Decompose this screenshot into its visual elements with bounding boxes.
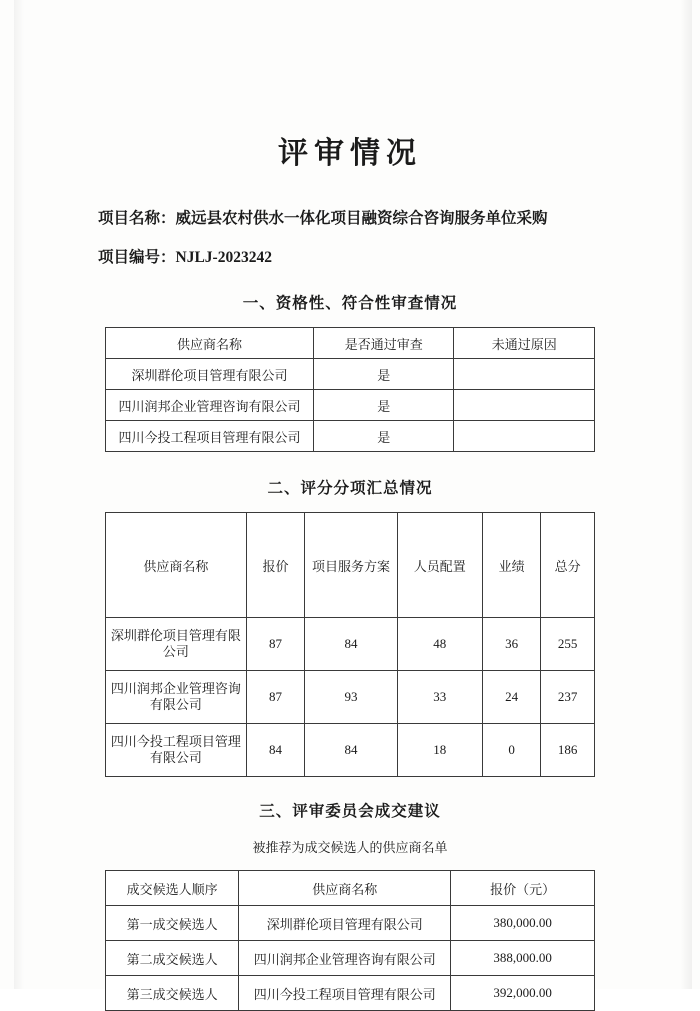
column-header-performance: 业绩: [482, 513, 540, 618]
project-code-label: 项目编号：: [98, 249, 176, 266]
cell-performance: 0: [482, 724, 540, 777]
cell-price: 87: [246, 671, 304, 724]
column-header-supplier: 供应商名称: [106, 513, 247, 618]
cell-supplier: 深圳群伦项目管理有限公司: [239, 906, 451, 941]
cell-supplier: 四川今投工程项目管理有限公司: [106, 724, 247, 777]
column-header-staff: 人员配置: [397, 513, 482, 618]
cell-supplier: 四川今投工程项目管理有限公司: [239, 976, 451, 1011]
cell-reason: [454, 390, 595, 421]
cell-supplier: 深圳群伦项目管理有限公司: [106, 359, 314, 390]
cell-rank: 第三成交候选人: [106, 976, 239, 1011]
project-code-value: NJLJ-2023242: [175, 249, 272, 266]
table-header-row: [106, 513, 595, 618]
award-candidates-table: [105, 870, 595, 1011]
cell-supplier: 四川润邦企业管理咨询有限公司: [106, 671, 247, 724]
cell-plan: 84: [305, 724, 397, 777]
table-row: [106, 618, 595, 671]
scan-edge-left: [14, 0, 24, 989]
cell-passed: 是: [314, 359, 454, 390]
qualification-table: [105, 327, 595, 452]
cell-total: 186: [541, 724, 595, 777]
cell-staff: 18: [397, 724, 482, 777]
cell-staff: 33: [397, 671, 482, 724]
table-header-row: [106, 871, 595, 906]
table-row: [106, 421, 595, 452]
cell-rank: 第一成交候选人: [106, 906, 239, 941]
table-row: [106, 976, 595, 1011]
cell-reason: [454, 421, 595, 452]
cell-total: 255: [541, 618, 595, 671]
page-title: 评审情况: [278, 136, 422, 171]
section-2-heading: 二、评分分项汇总情况: [267, 480, 433, 497]
project-name-line: [40, 172, 660, 228]
cell-performance: 36: [482, 618, 540, 671]
cell-price: 380,000.00: [451, 906, 595, 941]
score-summary-table: [105, 512, 595, 777]
cell-reason: [454, 359, 595, 390]
project-code-line: [40, 228, 660, 267]
cell-supplier: 深圳群伦项目管理有限公司: [106, 618, 247, 671]
column-header-supplier: 供应商名称: [106, 328, 314, 359]
cell-price: 87: [246, 618, 304, 671]
table-row: [106, 390, 595, 421]
cell-rank: 第二成交候选人: [106, 941, 239, 976]
scan-edge-right: [680, 0, 692, 989]
project-name-value: 威远县农村供水一体化项目融资综合咨询服务单位采购: [175, 210, 548, 227]
table-row: [106, 941, 595, 976]
column-header-reason: 未通过原因: [454, 328, 595, 359]
column-header-rank: 成交候选人顺序: [106, 871, 239, 906]
section-1-heading: 一、资格性、符合性审查情况: [242, 295, 458, 312]
table-row: [106, 724, 595, 777]
cell-plan: 93: [305, 671, 397, 724]
cell-staff: 48: [397, 618, 482, 671]
column-header-plan: 项目服务方案: [305, 513, 397, 618]
award-note: 被推荐为成交候选人的供应商名单: [252, 840, 448, 855]
table-row: [106, 671, 595, 724]
cell-supplier: 四川今投工程项目管理有限公司: [106, 421, 314, 452]
cell-total: 237: [541, 671, 595, 724]
column-header-passed: 是否通过审查: [314, 328, 454, 359]
cell-price: 388,000.00: [451, 941, 595, 976]
cell-price: 84: [246, 724, 304, 777]
table-row: [106, 906, 595, 941]
cell-performance: 24: [482, 671, 540, 724]
column-header-supplier: 供应商名称: [239, 871, 451, 906]
section-3-heading: 三、评审委员会成交建议: [259, 803, 441, 820]
table-header-row: [106, 328, 595, 359]
cell-supplier: 四川润邦企业管理咨询有限公司: [239, 941, 451, 976]
cell-plan: 84: [305, 618, 397, 671]
table-row: [106, 359, 595, 390]
cell-passed: 是: [314, 390, 454, 421]
cell-supplier: 四川润邦企业管理咨询有限公司: [106, 390, 314, 421]
column-header-price: 报价: [246, 513, 304, 618]
project-name-label: 项目名称：: [98, 210, 176, 227]
cell-passed: 是: [314, 421, 454, 452]
column-header-total: 总分: [541, 513, 595, 618]
cell-price: 392,000.00: [451, 976, 595, 1011]
column-header-price: 报价（元）: [451, 871, 595, 906]
